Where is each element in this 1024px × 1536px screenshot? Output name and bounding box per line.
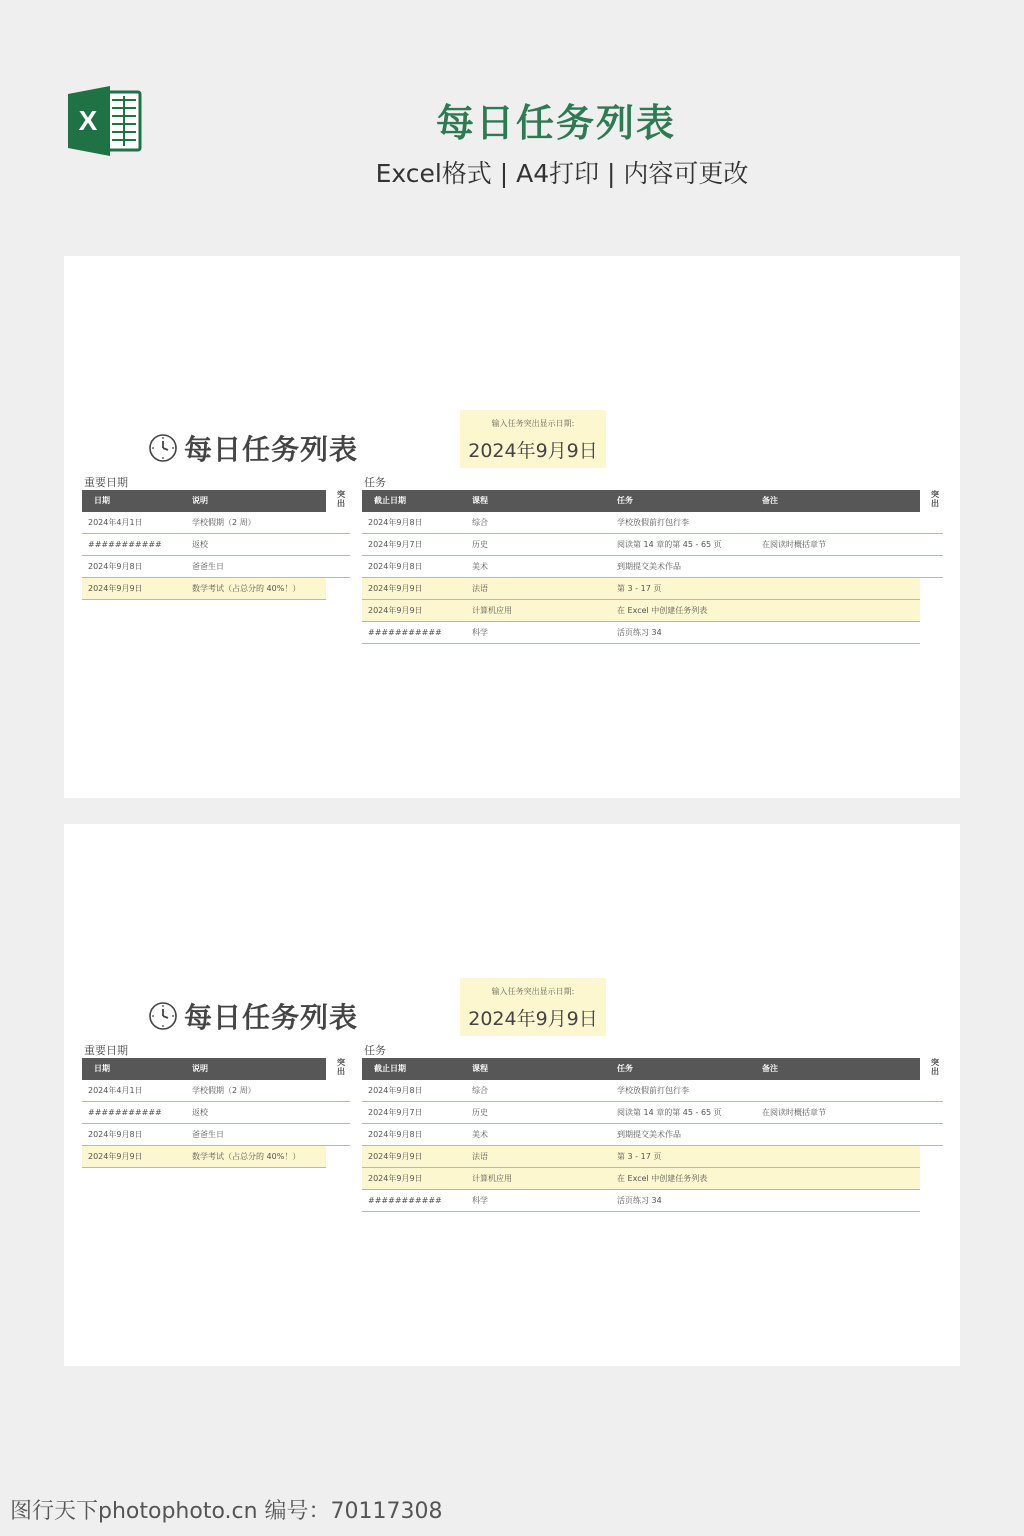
table-row[interactable] [362,578,920,600]
page-subtitle: Excel格式 | A4打印 | 内容可更改 [375,159,749,188]
sheet-preview-1 [64,256,960,798]
desc-cell[interactable]: 学校假期（2 周） [192,518,256,527]
task-cell[interactable]: 活页练习 34 [617,1196,662,1205]
date-cell[interactable]: 2024年9月8日 [88,562,143,571]
col-header-desc: 说明 [192,496,208,505]
table-row[interactable] [82,1124,350,1146]
due-date-cell[interactable]: 2024年9月8日 [368,1130,423,1139]
desc-cell[interactable]: 学校假期（2 周） [192,1086,256,1095]
important-dates-table [82,490,350,600]
desc-cell[interactable]: 爸爸生日 [192,1130,224,1139]
task-cell[interactable]: 到期提交美术作品 [617,562,681,571]
important-dates-table [82,1058,350,1168]
table-row[interactable] [362,534,943,556]
desc-cell[interactable]: 数学考试（占总分的 40%！） [192,584,301,593]
task-cell[interactable]: 第 3 - 17 页 [617,1152,662,1161]
table-row[interactable] [82,556,350,578]
col-header-due-date: 截止日期 [374,1064,406,1073]
tasks-table-header [362,1058,920,1080]
table-row[interactable] [362,600,920,622]
due-date-cell[interactable]: 2024年9月9日 [368,606,423,615]
clock-icon [148,433,178,463]
highlight-date-box[interactable] [460,978,606,1036]
table-row[interactable] [362,1124,943,1146]
course-cell[interactable]: 科学 [472,628,488,637]
col-header-task: 任务 [617,1064,633,1073]
desc-cell[interactable]: 返校 [192,540,208,549]
col-header-course: 课程 [472,1064,488,1073]
desc-cell[interactable]: 数学考试（占总分的 40%！） [192,1152,301,1161]
row-divider [362,1211,920,1212]
sheet-title [148,998,358,1034]
course-cell[interactable]: 法语 [472,1152,488,1161]
table-row[interactable] [82,1146,326,1168]
course-cell[interactable]: 科学 [472,1196,488,1205]
task-cell[interactable]: 在 Excel 中创建任务列表 [617,606,708,615]
page-title: 每日任务列表 [435,101,676,145]
highlight-date-label: 输入任务突出显示日期: [491,987,575,996]
task-cell[interactable]: 学校放假前打包行李 [617,518,689,527]
col-header-note: 备注 [762,1064,778,1073]
tasks-label: 任务 [364,1044,386,1057]
note-cell[interactable]: 在阅读时概括章节 [762,540,826,549]
date-cell[interactable]: 2024年9月9日 [88,584,143,593]
sheet-title-text: 每日任务列表 [184,1001,359,1034]
task-cell[interactable]: 在 Excel 中创建任务列表 [617,1174,708,1183]
row-divider [82,1167,326,1168]
table-row[interactable] [362,1190,943,1212]
col-header-desc: 说明 [192,1064,208,1073]
dates-highlight-column-label: 突 出 [337,490,345,508]
svg-text:X: X [78,105,98,136]
clock-icon [148,1001,178,1031]
task-cell[interactable]: 学校放假前打包行李 [617,1086,689,1095]
due-date-cell[interactable]: ########### [368,1196,442,1205]
course-cell[interactable]: 美术 [472,562,488,571]
course-cell[interactable]: 计算机应用 [472,606,512,615]
tasks-table [362,1058,943,1212]
due-date-cell[interactable]: 2024年9月7日 [368,540,423,549]
sheet-title-text: 每日任务列表 [184,433,359,466]
desc-cell[interactable]: 返校 [192,1108,208,1117]
date-cell[interactable]: ########### [88,540,162,549]
row-divider [82,599,326,600]
tasks-label: 任务 [364,476,386,489]
course-cell[interactable]: 法语 [472,584,488,593]
note-cell[interactable]: 在阅读时概括章节 [762,1108,826,1117]
table-row[interactable] [362,1080,943,1102]
col-header-task: 任务 [617,496,633,505]
col-header-course: 课程 [472,496,488,505]
table-row[interactable] [82,1080,350,1102]
due-date-cell[interactable]: 2024年9月9日 [368,584,423,593]
tasks-table-header [362,490,920,512]
sheet-title [148,430,358,466]
table-row[interactable] [362,622,943,644]
desc-cell[interactable]: 爸爸生日 [192,562,224,571]
date-cell[interactable]: 2024年4月1日 [88,518,143,527]
dates-table-header [82,1058,326,1080]
highlight-date-input[interactable]: 2024年9月9日 [468,440,598,462]
tasks-highlight-column-label: 突 出 [931,1058,939,1076]
table-row[interactable] [82,512,350,534]
important-dates-label: 重要日期 [84,476,128,489]
table-row[interactable] [82,1102,350,1124]
course-cell[interactable]: 综合 [472,518,488,527]
task-cell[interactable]: 阅读第 14 章的第 45 - 65 页 [617,540,722,549]
highlight-date-box[interactable] [460,410,606,468]
table-row[interactable] [362,1146,920,1168]
due-date-cell[interactable]: 2024年9月7日 [368,1108,423,1117]
due-date-cell[interactable]: 2024年9月8日 [368,518,423,527]
task-cell[interactable]: 到期提交美术作品 [617,1130,681,1139]
sheet-preview-2 [64,824,960,1366]
watermark: 图行天下photophoto.cn 编号：70117308 [10,1499,443,1524]
date-cell[interactable]: 2024年9月8日 [88,1130,143,1139]
dates-highlight-column-label: 突 出 [337,1058,345,1076]
course-cell[interactable]: 美术 [472,1130,488,1139]
date-cell[interactable]: 2024年9月9日 [88,1152,143,1161]
table-row[interactable] [362,556,943,578]
table-row[interactable] [362,512,943,534]
due-date-cell[interactable]: 2024年9月8日 [368,562,423,571]
course-cell[interactable]: 历史 [472,540,488,549]
highlight-date-input[interactable]: 2024年9月9日 [468,1008,598,1030]
due-date-cell[interactable]: 2024年9月9日 [368,1152,423,1161]
important-dates-label: 重要日期 [84,1044,128,1057]
date-cell[interactable]: 2024年4月1日 [88,1086,143,1095]
task-cell[interactable]: 阅读第 14 章的第 45 - 65 页 [617,1108,722,1117]
dates-table-header [82,490,326,512]
date-cell[interactable]: ########### [88,1108,162,1117]
table-row[interactable] [362,1168,920,1190]
col-header-date: 日期 [94,496,110,505]
due-date-cell[interactable]: ########### [368,628,442,637]
table-row[interactable] [82,578,326,600]
tasks-table [362,490,943,644]
task-cell[interactable]: 第 3 - 17 页 [617,584,662,593]
course-cell[interactable]: 计算机应用 [472,1174,512,1183]
col-header-date: 日期 [94,1064,110,1073]
course-cell[interactable]: 历史 [472,1108,488,1117]
course-cell[interactable]: 综合 [472,1086,488,1095]
row-divider [362,643,920,644]
table-row[interactable] [82,534,350,556]
table-row[interactable] [362,1102,943,1124]
tasks-highlight-column-label: 突 出 [931,490,939,508]
highlight-date-label: 输入任务突出显示日期: [491,419,575,428]
task-cell[interactable]: 活页练习 34 [617,628,662,637]
col-header-note: 备注 [762,496,778,505]
due-date-cell[interactable]: 2024年9月9日 [368,1174,423,1183]
col-header-due-date: 截止日期 [374,496,406,505]
due-date-cell[interactable]: 2024年9月8日 [368,1086,423,1095]
